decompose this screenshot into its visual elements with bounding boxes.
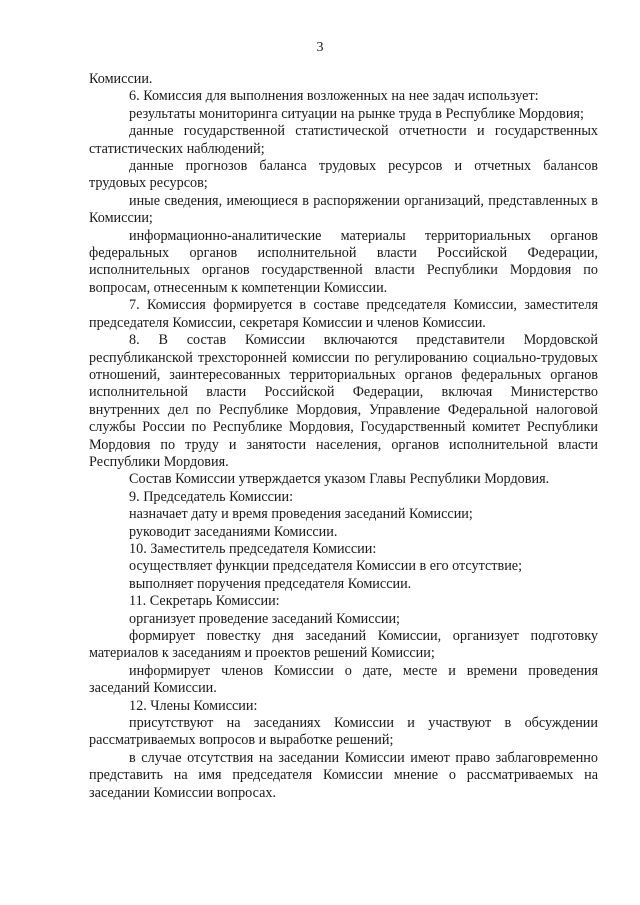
- page-number: 3: [316, 40, 324, 55]
- paragraph: 9. Председатель Комиссии:: [129, 488, 294, 505]
- paragraph: руководит заседаниями Комиссии.: [129, 523, 338, 540]
- document-body: [89, 71, 598, 802]
- paragraph: иные сведения, имеющиеся в распоряжении организаций, представленных в Комиссии;: [89, 192, 598, 227]
- paragraph: данные государственной статистической отчетности и государственных статистических наблюдений;: [89, 123, 598, 157]
- paragraph: результаты мониторинга ситуации на рынке труда в Республике Мордовия;: [129, 105, 584, 122]
- paragraph: в случае отсутствия на заседании Комиссии имеют право заблаговременно представить на имя председателя Комиссии мнение о рассматриваемых на заседании Комиссии вопросах.: [89, 749, 598, 801]
- paragraph: информационно-аналитические материалы территориальных органов федеральных органов исполнительной власти Российской Федерации, исполнительных органов государственной власти Республики Мордовия по вопросам, отнесенным к компетенции Комиссии.: [89, 227, 598, 296]
- paragraph: назначает дату и время проведения заседаний Комиссии;: [129, 506, 473, 523]
- paragraph: 6. Комиссия для выполнения возложенных на нее задач использует:: [129, 88, 539, 105]
- paragraph: 8. В состав Комиссии включаются представители Мордовской республиканской трехсторонней комиссии по регулированию социально-трудовых отношений, заинтересованных территориальных органов федеральных органов исполнительной власти Российской Федерации, включая Министерство внутренних дел по Республике Мордовия, Управление Федеральной налоговой службы России по Республике Мордовия, Государственный комитет Республики Мордовия по труду и занятости населения, органов исполнительной власти Республики Мордовия.: [89, 332, 598, 470]
- paragraph: 10. Заместитель председателя Комиссии:: [129, 540, 377, 557]
- paragraph: 12. Члены Комиссии:: [129, 697, 258, 714]
- paragraph: информирует членов Комиссии о дате, месте и времени проведения заседаний Комиссии.: [89, 662, 598, 697]
- paragraph: присутствуют на заседаниях Комиссии и участвуют в обсуждении рассматриваемых вопросов и выработке решений;: [89, 715, 598, 749]
- paragraph: данные прогнозов баланса трудовых ресурсов и отчетных балансов трудовых ресурсов;: [89, 158, 598, 192]
- paragraph: 7. Комиссия формируется в составе председателя Комиссии, заместителя председателя Комиссии, секретаря Комиссии и членов Комиссии.: [89, 297, 598, 331]
- paragraph: выполняет поручения председателя Комиссии.: [129, 575, 412, 592]
- paragraph: Комиссии.: [89, 71, 153, 87]
- paragraph: Состав Комиссии утверждается указом Главы Республики Мордовия.: [129, 471, 550, 488]
- paragraph: формирует повестку дня заседаний Комиссии, организует подготовку материалов к заседаниям и проектов решений Комиссии;: [89, 628, 598, 662]
- paragraph: 11. Секретарь Комиссии:: [129, 593, 280, 610]
- paragraph: организует проведение заседаний Комиссии;: [129, 610, 400, 627]
- paragraph: осуществляет функции председателя Комиссии в его отсутствие;: [129, 558, 523, 575]
